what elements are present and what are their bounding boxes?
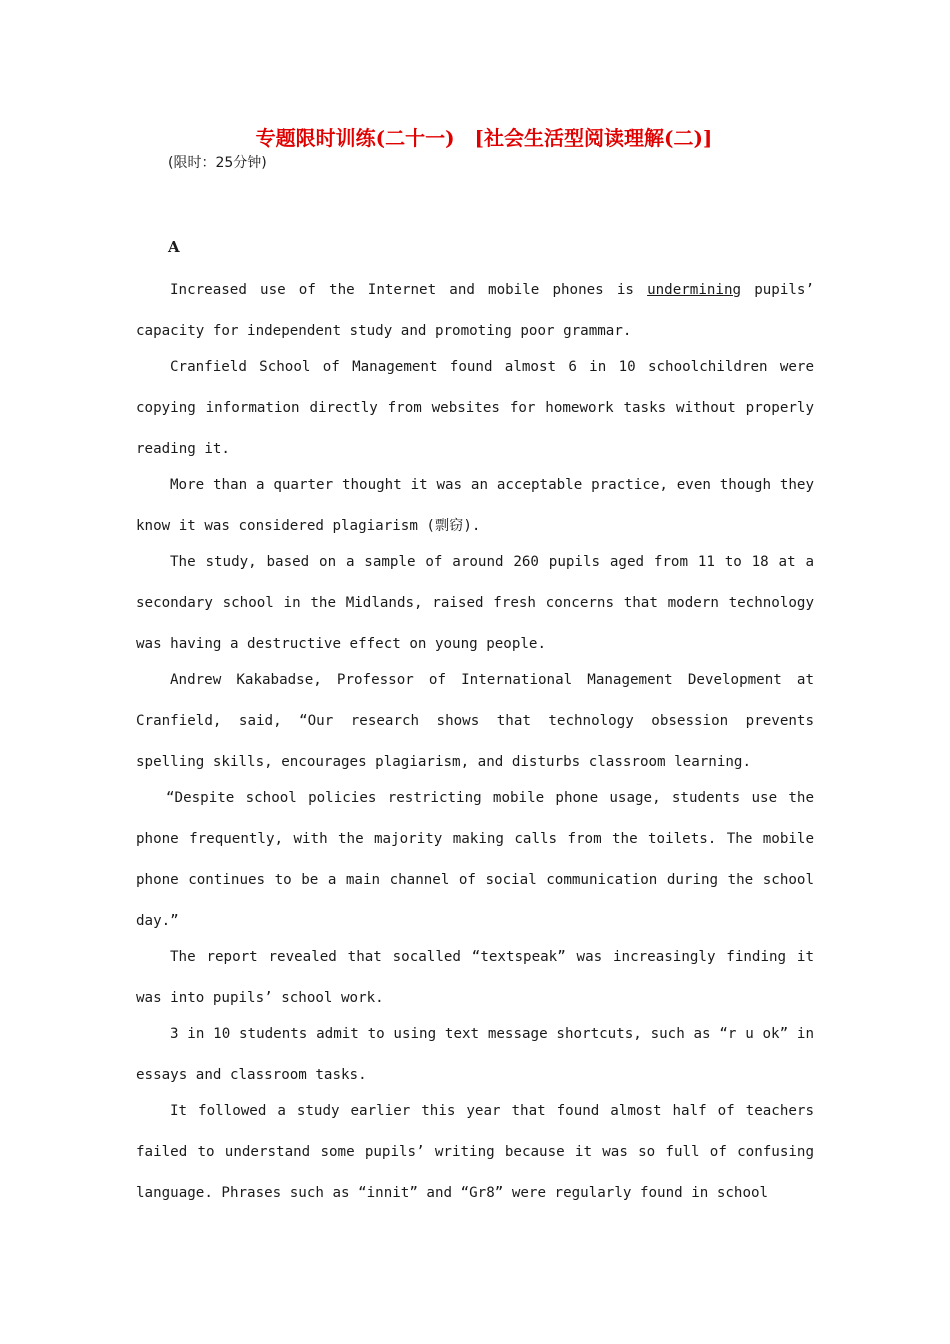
paragraph: 3 in 10 students admit to using text message shortcuts, such as “r u ok” in essays and classroom tasks.	[136, 1026, 814, 1083]
paragraph: The study, based on a sample of around 260 pupils aged from 11 to 18 at a secondary school in the Midlands, raised fresh concerns that modern technology was having a destructive effect on young people.	[136, 554, 814, 652]
underlined-word: undermining	[647, 282, 742, 298]
paragraph: Cranfield School of Management found almost 6 in 10 schoolchildren were copying information directly from websites for homework tasks without properly reading it.	[136, 359, 814, 457]
paragraph: The report revealed that socalled “textspeak” was increasingly finding it was into pupils’ school work.	[136, 949, 814, 1006]
paragraph	[136, 270, 814, 352]
paragraph: Andrew Kakabadse, Professor of International Management Development at Cranfield, said, “Our research shows that technology obsession prevents spelling skills, encourages plagiarism, and disturbs classroom learning.	[136, 672, 814, 770]
paragraph: It followed a study earlier this year that found almost half of teachers failed to understand some pupils’ writing because it was so full of confusing language. Phrases such as “innit” and “Gr8” were regularly found in school	[136, 1103, 814, 1201]
paragraph-text: Increased use of the Internet and mobile phones is	[170, 282, 648, 298]
section-label: A	[168, 238, 180, 256]
paragraph: “Despite school policies restricting mobile phone usage, students use the phone frequently, with the majority making calls from the toilets. The mobile phone continues to be a main channel of social communication during the school day.”	[136, 790, 814, 929]
document-title: 专题限时训练(二十一) [社会生活型阅读理解(二)]	[255, 126, 713, 150]
time-limit: (限时：25分钟)	[168, 155, 267, 171]
paragraph: More than a quarter thought it was an acceptable practice, even though they know it was considered plagiarism (剽窃).	[136, 477, 814, 534]
paragraph-text: pupils’ capacity for independent study and promoting poor grammar.	[136, 282, 814, 339]
article-body	[136, 270, 814, 1209]
